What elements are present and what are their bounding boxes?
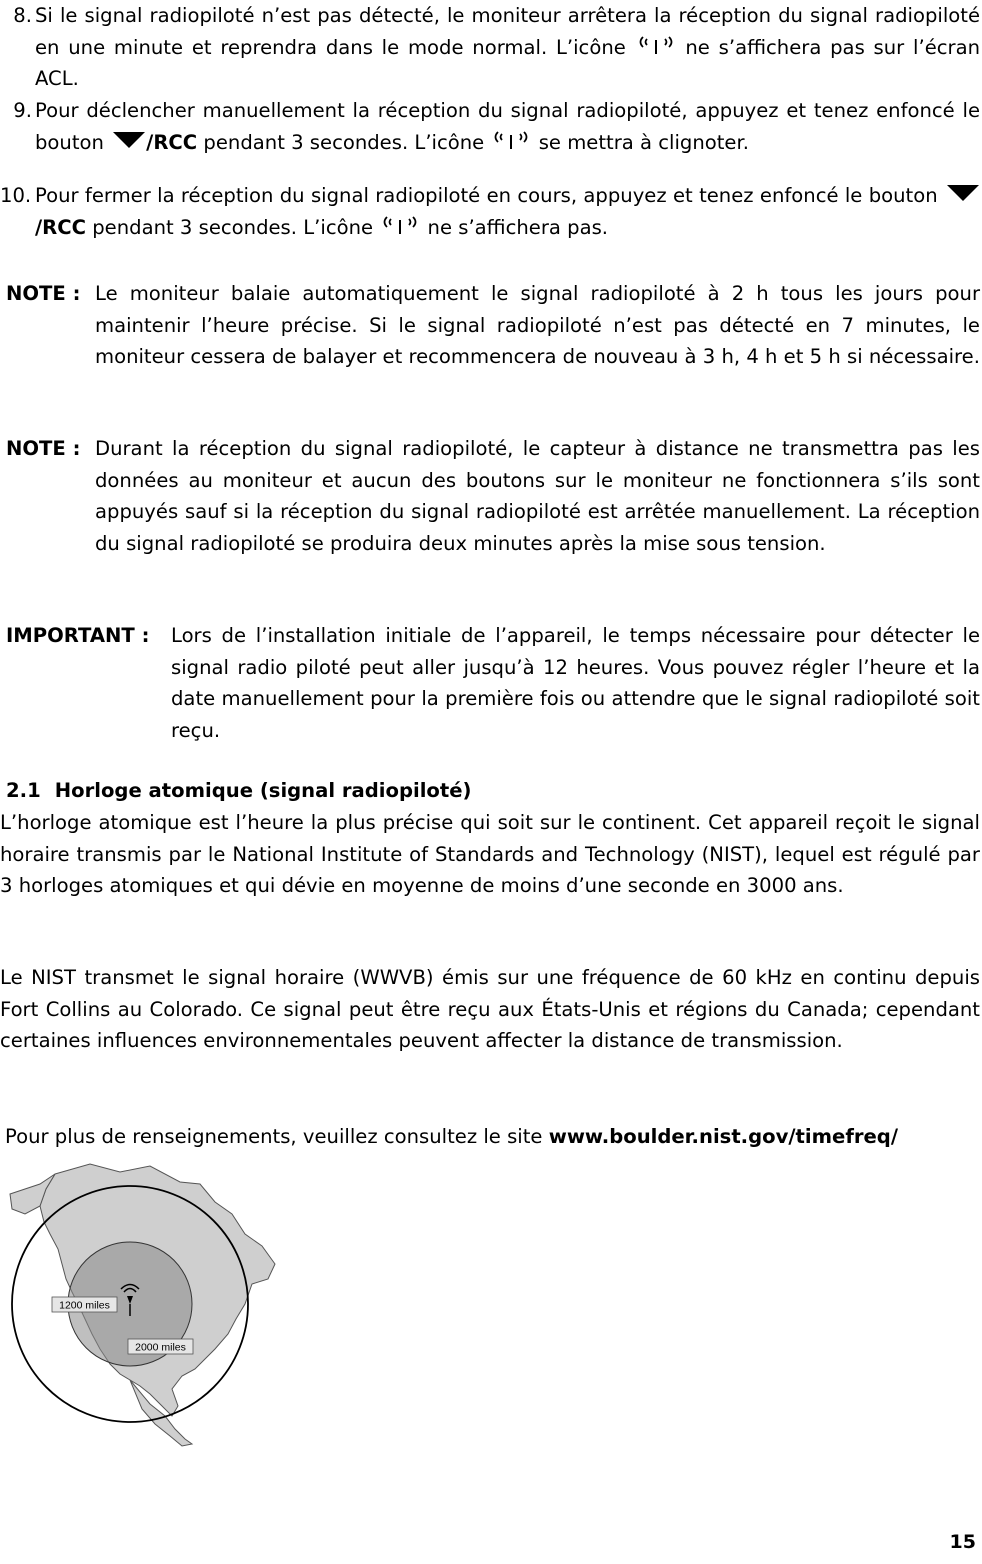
note-text: Durant la réception du signal radiopiloté, le capteur à distance ne transmettra pas les données au moniteur et aucun des boutons sur le moniteur ne fonctionnera s’ils sont appuyés sauf si la réception du signal radiopiloté est arrêtée manuellement. La réception du signal radiopiloté se produira deux minutes après la mise sous tension. <box>95 437 980 555</box>
item-text: Pour déclencher manuellement la réception du signal radiopiloté, appuyez et tenez enfoncé le bouton /RCC pendant 3 secondes. L’icône se mettra à clignoter. <box>35 99 980 154</box>
item-number: 10. <box>0 184 32 207</box>
paragraph-atomic-clock: L’horloge atomique est l’heure la plus précise qui soit sur le continent. Cet appareil reçoit le signal horaire transmis par le National Institute of Standards and Technology (NIST), lequel est régulé par 3 horloges atomiques et qui dévie en moyenne de moins d’une seconde en 3000 ans. <box>0 811 980 897</box>
rcc-button-label: /RCC <box>146 130 198 154</box>
rcc-signal-icon <box>635 34 677 56</box>
note-block-2 <box>0 433 980 559</box>
item-text: Si le signal radiopiloté n’est pas détecté, le moniteur arrêtera la réception du signal radiopiloté en une minute et reprendra dans le mode normal. L’icône ne s’affichera pas sur l’écran ACL. <box>35 4 980 90</box>
page-number: 15 <box>949 1530 976 1553</box>
list-item-10 <box>0 180 980 243</box>
section-title: Horloge atomique (signal radiopiloté) <box>54 779 472 802</box>
rcc-signal-icon <box>490 129 532 151</box>
down-arrow-icon <box>947 185 979 201</box>
important-label: IMPORTANT : <box>6 624 150 647</box>
paragraph-nist: Le NIST transmet le signal horaire (WWVB) émis sur une fréquence de 60 kHz en continu depuis Fort Collins au Colorado. Ce signal peut être reçu aux États-Unis et régions du Canada; cependant certaines influences environnementales peuvent affecter la distance de transmission. <box>0 966 980 1052</box>
item-number: 8. <box>13 4 32 27</box>
signal-range-map <box>0 1154 300 1454</box>
section-number: 2.1 <box>6 779 41 802</box>
item-number: 9. <box>13 99 32 122</box>
rcc-button-label: /RCC <box>35 215 87 239</box>
important-text: Lors de l’installation initiale de l’appareil, le temps nécessaire pour détecter le signal radio piloté peut aller jusqu’à 12 heures. Vous pouvez régler l’heure et la date manuellement pour la première fois ou attendre que le signal radiopiloté soit reçu. <box>171 624 980 742</box>
note-label: NOTE : <box>6 437 81 460</box>
note-text: Le moniteur balaie automatiquement le signal radiopiloté à 2 h tous les jours pour maintenir l’heure précise. Si le signal radiopiloté n’est pas détecté en 7 minutes, le moniteur cessera de balayer et recommencera de nouveau à 3 h, 4 h et 5 h si nécessaire. <box>95 282 980 368</box>
section-heading <box>6 775 472 807</box>
list-item-8 <box>0 0 980 95</box>
note-label: NOTE : <box>6 282 81 305</box>
range-2000-label: 2000 miles <box>135 1341 186 1354</box>
important-block <box>0 620 980 746</box>
rcc-signal-icon <box>379 214 421 236</box>
note-block-1 <box>0 278 980 373</box>
down-arrow-icon <box>113 132 145 148</box>
item-text: Pour fermer la réception du signal radiopiloté en cours, appuyez et tenez enfoncé le bouton /RCC pendant 3 secondes. L’icône ne s’affichera pas. <box>35 180 980 243</box>
list-item-9 <box>0 95 980 158</box>
range-1200-label: 1200 miles <box>59 1299 110 1312</box>
more-info-line: Pour plus de renseignements, veuillez consultez le site www.boulder.nist.gov/timefreq/ <box>5 1125 898 1148</box>
nist-website-link[interactable]: www.boulder.nist.gov/timefreq/ <box>548 1125 898 1148</box>
